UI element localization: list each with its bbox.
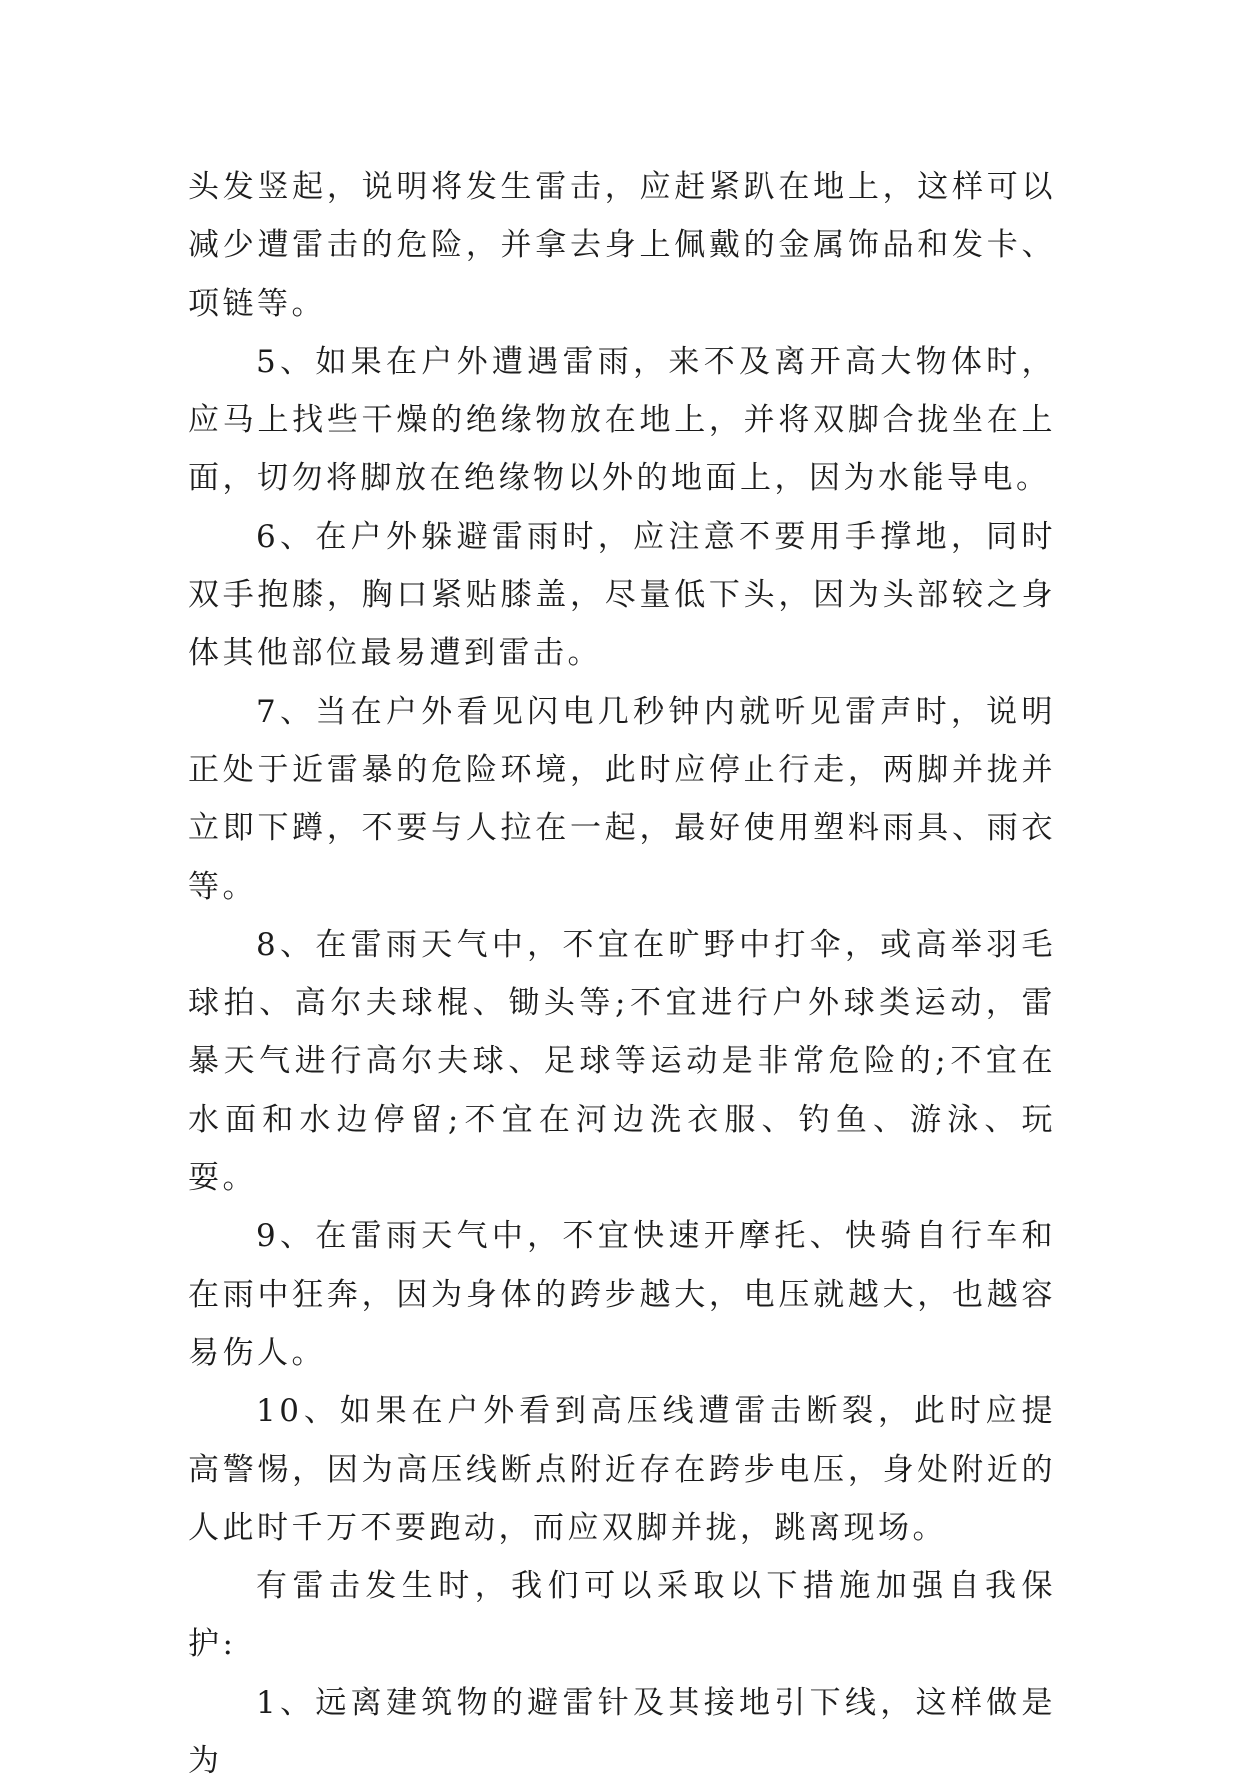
paragraph-continuation: 头发竖起，说明将发生雷击，应赶紧趴在地上，这样可以减少遭雷击的危险，并拿去身上佩戴的金属饰品和发卡、项链等。 (188, 169, 1056, 322)
paragraph-item-9: 9、在雷雨天气中，不宜快速开摩托、快骑自行车和在雨中狂奔，因为身体的跨步越大，电压就越大，也越容易伤人。 (188, 1218, 1056, 1371)
paragraph-item-8: 8、在雷雨天气中，不宜在旷野中打伞，或高举羽毛球拍、高尔夫球棍、锄头等;不宜进行户外球类运动，雷暴天气进行高尔夫球、足球等运动是非常危险的;不宜在水面和水边停留;不宜在河边洗衣服、钓鱼、游泳、玩耍。 (188, 926, 1056, 1197)
paragraph-item-5: 5、如果在户外遭遇雷雨，来不及离开高大物体时，应马上找些干燥的绝缘物放在地上，并将双脚合拢坐在上面，切勿将脚放在绝缘物以外的地面上，因为水能导电。 (188, 343, 1056, 497)
paragraph-item-6: 6、在户外躲避雷雨时，应注意不要用手撑地，同时双手抱膝，胸口紧贴膝盖，尽量低下头，因为头部较之身体其他部位最易遭到雷击。 (188, 518, 1056, 672)
paragraph-intro-protection: 有雷击发生时，我们可以采取以下措施加强自我保护: (188, 1568, 1056, 1663)
paragraph-protection-item-1: 1、远离建筑物的避雷针及其接地引下线，这样做是为 (188, 1684, 1056, 1780)
paragraph-item-7: 7、当在户外看见闪电几秒钟内就听见雷声时，说明正处于近雷暴的危险环境，此时应停止行走，两脚并拢并立即下蹲，不要与人拉在一起，最好使用塑料雨具、雨衣等。 (188, 693, 1056, 905)
document-body (188, 158, 1056, 1790)
paragraph-item-10: 10、如果在户外看到高压线遭雷击断裂，此时应提高警惕，因为高压线断点附近存在跨步电压，身处附近的人此时千万不要跑动，而应双脚并拢，跳离现场。 (188, 1393, 1056, 1546)
